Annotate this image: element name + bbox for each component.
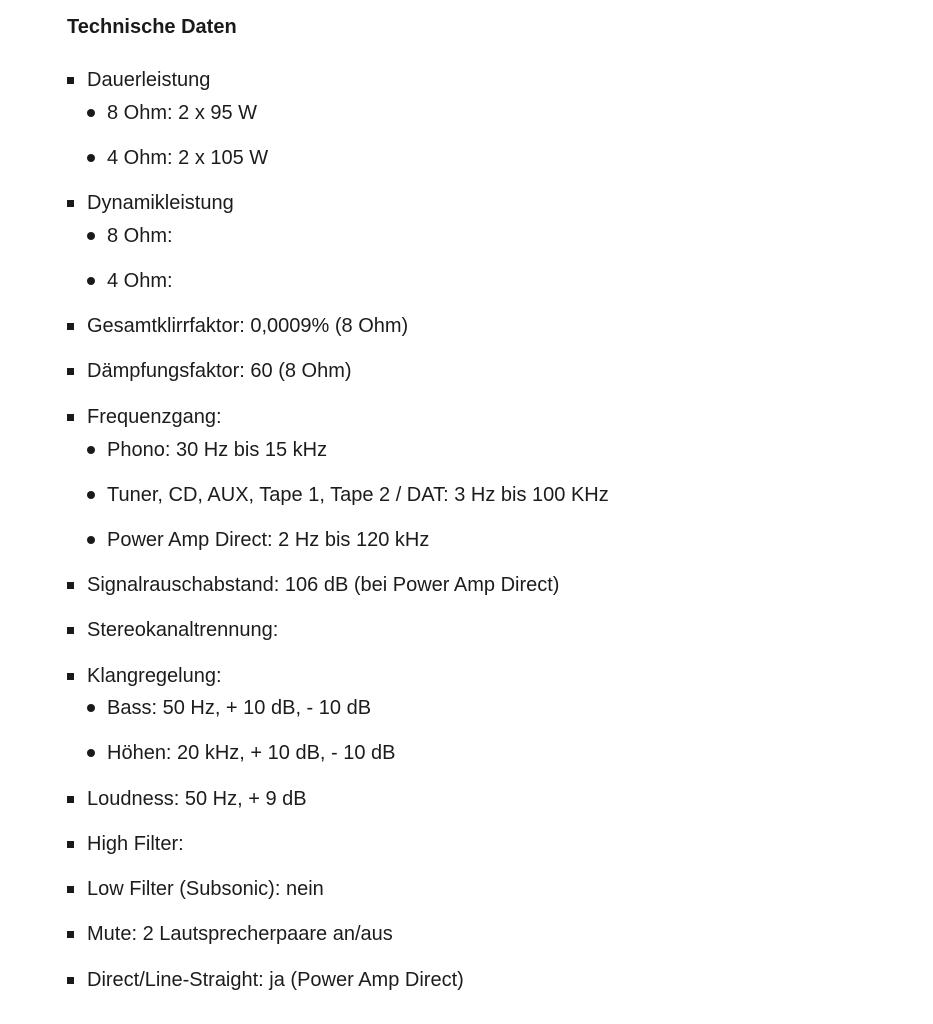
square-bullet-icon	[67, 977, 74, 984]
list-item-label: Klangregelung:	[87, 665, 222, 687]
list-item-label: Tuner, CD, AUX, Tape 1, Tape 2 / DAT: 3 Hz bis 100 KHz	[107, 484, 609, 506]
list-item-label: Phono: 30 Hz bis 15 kHz	[107, 439, 328, 461]
sub-list-item	[107, 740, 396, 766]
square-bullet-icon	[67, 77, 74, 84]
list-item-label: Bass: 50 Hz, + 10 dB, - 10 dB	[107, 697, 372, 719]
list-item-label: Dauerleistung	[87, 69, 211, 91]
sub-list-item	[107, 268, 173, 294]
sub-list-item	[107, 695, 371, 721]
list-item	[87, 831, 184, 857]
list-item-label: Dynamikleistung	[87, 192, 234, 214]
list-item-label: High Filter:	[87, 833, 184, 855]
round-bullet-icon	[87, 446, 95, 454]
square-bullet-icon	[67, 673, 74, 680]
square-bullet-icon	[67, 627, 74, 634]
square-bullet-icon	[67, 414, 74, 421]
round-bullet-icon	[87, 277, 95, 285]
square-bullet-icon	[67, 931, 74, 938]
list-item-label: 8 Ohm: 2 x 95 W	[107, 102, 258, 124]
list-item	[87, 967, 464, 993]
list-item-label: Mute: 2 Lautsprecherpaare an/aus	[87, 923, 393, 945]
list-item-label: Direct/Line-Straight: ja (Power Amp Direct)	[87, 969, 464, 991]
list-item-label: Höhen: 20 kHz, + 10 dB, - 10 dB	[107, 742, 396, 764]
sub-list-item	[107, 100, 257, 126]
square-bullet-icon	[67, 323, 74, 330]
round-bullet-icon	[87, 749, 95, 757]
list-item	[87, 663, 222, 689]
round-bullet-icon	[87, 704, 95, 712]
list-item-label: Loudness: 50 Hz, + 9 dB	[87, 788, 307, 810]
list-item	[87, 921, 393, 947]
list-item	[87, 876, 324, 902]
list-item-label: Power Amp Direct: 2 Hz bis 120 kHz	[107, 529, 430, 551]
round-bullet-icon	[87, 232, 95, 240]
list-item	[87, 786, 307, 812]
list-item	[87, 313, 408, 339]
list-item-label: 4 Ohm: 2 x 105 W	[107, 147, 269, 169]
round-bullet-icon	[87, 536, 95, 544]
square-bullet-icon	[67, 200, 74, 207]
list-item	[87, 404, 222, 430]
list-item-label: 8 Ohm:	[107, 225, 173, 247]
list-item	[87, 67, 210, 93]
list-item-label: Signalrauschabstand: 106 dB (bei Power Amp Direct)	[87, 574, 560, 596]
sub-list-item	[107, 527, 429, 553]
square-bullet-icon	[67, 886, 74, 893]
list-item	[87, 617, 278, 643]
square-bullet-icon	[67, 841, 74, 848]
square-bullet-icon	[67, 368, 74, 375]
square-bullet-icon	[67, 582, 74, 589]
list-item-label: 4 Ohm:	[107, 270, 173, 292]
sub-list-item	[107, 145, 268, 171]
sub-list-item	[107, 482, 609, 508]
round-bullet-icon	[87, 109, 95, 117]
list-item-label: Low Filter (Subsonic): nein	[87, 878, 324, 900]
sub-list-item	[107, 223, 173, 249]
list-item	[87, 190, 234, 216]
list-item	[87, 572, 559, 598]
list-item-label: Frequenzgang:	[87, 406, 222, 428]
sub-list-item	[107, 437, 327, 463]
page-title: Technische Daten	[67, 16, 237, 38]
list-item	[87, 358, 352, 384]
round-bullet-icon	[87, 154, 95, 162]
list-item-label: Dämpfungsfaktor: 60 (8 Ohm)	[87, 360, 352, 382]
round-bullet-icon	[87, 491, 95, 499]
square-bullet-icon	[67, 796, 74, 803]
list-item-label: Gesamtklirrfaktor: 0,0009% (8 Ohm)	[87, 315, 409, 337]
list-item-label: Stereokanaltrennung:	[87, 619, 279, 641]
